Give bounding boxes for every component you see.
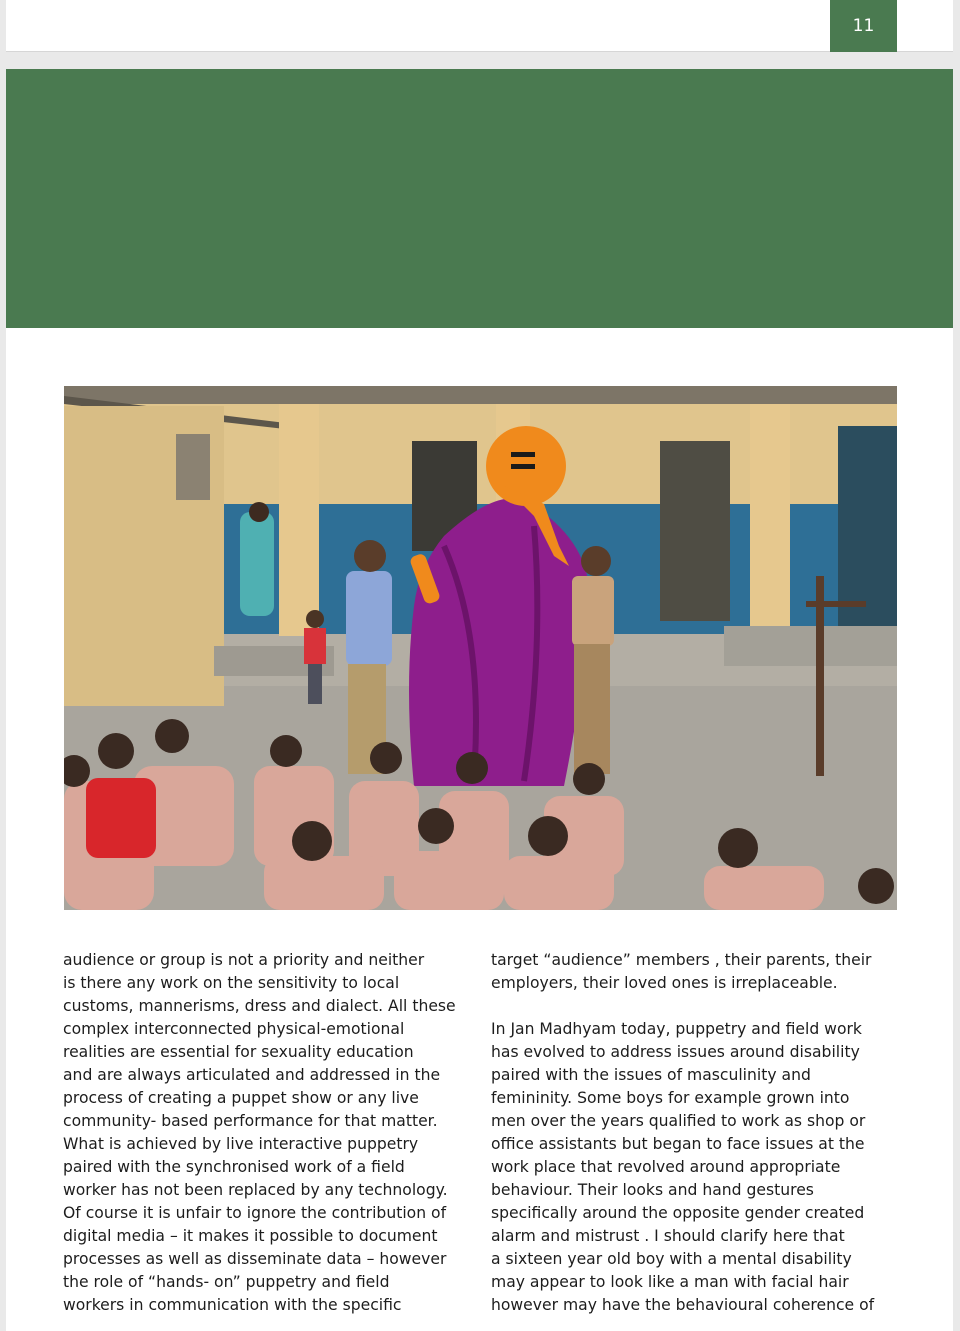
text-line: work place that revolved around appropriate — [491, 1158, 841, 1176]
text-line: worker has not been replaced by any technology. — [63, 1181, 448, 1199]
text-line: however may have the behavioural coherence of — [491, 1296, 875, 1314]
text-line: alarm and mistrust . I should clarify here that — [491, 1227, 845, 1245]
puppet-show-photo — [64, 386, 897, 910]
text-line: paired with the issues of masculinity and — [491, 1066, 811, 1084]
header-banner — [6, 69, 953, 328]
text-line: customs, mannerisms, dress and dialect. All these — [63, 997, 456, 1015]
text-line: employers, their loved ones is irreplaceable. — [491, 974, 838, 992]
previous-page-strip — [6, 0, 953, 52]
text-line: What is achieved by live interactive puppetry — [63, 1135, 419, 1153]
text-line: office assistants but began to face issues at the — [491, 1135, 865, 1153]
text-line: a sixteen year old boy with a mental disability — [491, 1250, 852, 1268]
text-line: the role of “hands- on” puppetry and field — [63, 1273, 390, 1291]
text-line: realities are essential for sexuality education — [63, 1043, 414, 1061]
text-line: digital media – it makes it possible to document — [63, 1227, 438, 1245]
text-line: has evolved to address issues around disability — [491, 1043, 860, 1061]
puppet-show-illustration — [64, 386, 897, 910]
text-column-right — [491, 949, 901, 1317]
text-line: processes as well as disseminate data – however — [63, 1250, 447, 1268]
text-line: target “audience” members , their parents, their — [491, 951, 872, 969]
text-line: process of creating a puppet show or any live — [63, 1089, 419, 1107]
text-line: behaviour. Their looks and hand gestures — [491, 1181, 814, 1199]
text-line: is there any work on the sensitivity to local — [63, 974, 400, 992]
document-page — [6, 69, 953, 1331]
text-line: specifically around the opposite gender created — [491, 1204, 865, 1222]
text-line: men over the years qualified to work as shop or — [491, 1112, 866, 1130]
text-line: and are always articulated and addressed in the — [63, 1066, 441, 1084]
page-number-tab: 11 — [830, 0, 897, 52]
text-line: Of course it is unfair to ignore the contribution of — [63, 1204, 447, 1222]
text-column-left — [63, 949, 473, 1317]
paragraph-gap — [491, 995, 901, 1018]
text-line: may appear to look like a man with facial hair — [491, 1273, 849, 1291]
text-line: audience or group is not a priority and neither — [63, 951, 425, 969]
text-line: community- based performance for that matter. — [63, 1112, 438, 1130]
text-line: workers in communication with the specific — [63, 1296, 402, 1314]
text-line: paired with the synchronised work of a field — [63, 1158, 405, 1176]
text-line: femininity. Some boys for example grown into — [491, 1089, 850, 1107]
text-line: In Jan Madhyam today, puppetry and field work — [491, 1020, 862, 1038]
text-line: complex interconnected physical-emotional — [63, 1020, 405, 1038]
